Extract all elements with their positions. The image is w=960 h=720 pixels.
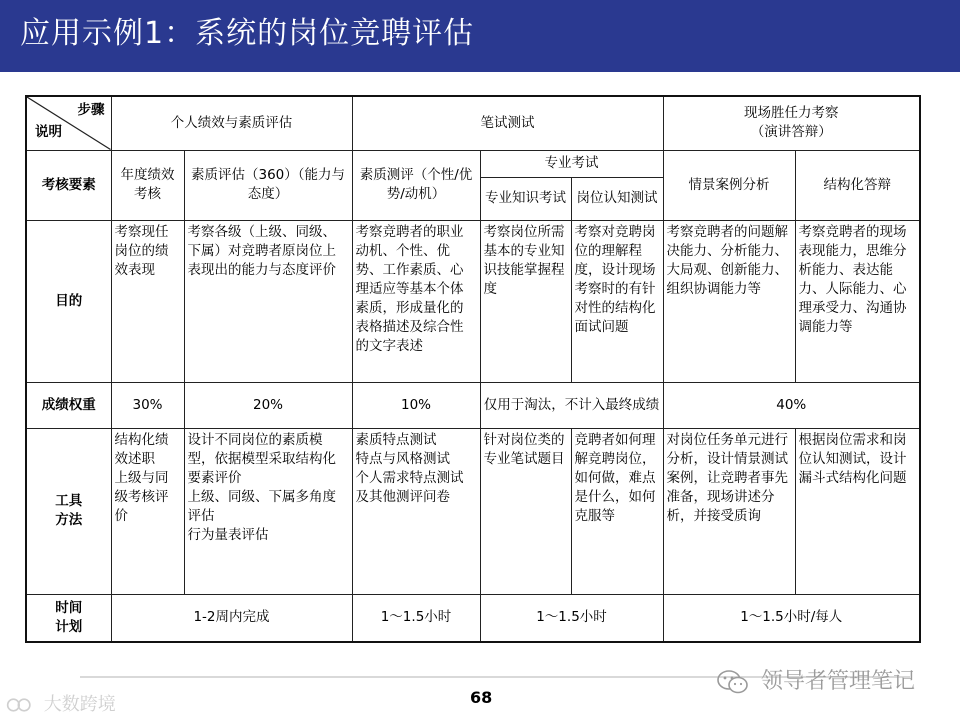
tools-quality-test-item: 及其他测评问卷 [355,488,450,505]
subheader-pro-knowledge: 专业知识考试 [480,177,571,220]
subheader-quality-test: 素质测评（个性/优势/动机） [352,150,480,220]
weight-quality-test: 10% [352,382,480,428]
corner-header [26,96,111,150]
subheader-case-analysis: 情景案例分析 [663,150,795,220]
subheader-annual: 年度绩效考核 [111,150,184,220]
tools-quality-item: 设计不同岗位的素质模型，依据模型采取结构化要素评价 [187,431,336,486]
tools-quality-test-item: 个人需求特点测试 [355,469,464,486]
purpose-annual: 考察现任岗位的绩效表现 [111,220,184,382]
weight-annual: 30% [111,382,184,428]
corner-note-label: 说明 [35,123,62,140]
weight-pro-exam: 仅用于淘汰，不计入最终成绩 [480,382,663,428]
header-row [26,96,920,150]
time-quality-test: 1～1.5小时 [352,594,480,642]
tools-quality-test-item: 特点与风格测试 [355,450,450,467]
row-label-tools-line2: 方法 [55,512,83,528]
row-label-weight: 成绩权重 [26,382,111,428]
tools-annual-item: 上级与同级考核评价 [114,469,169,524]
evaluation-table [25,95,921,643]
row-label-time [26,594,111,642]
group-onsite-line1: 现场胜任力考察 [744,105,839,122]
tools-quality [184,428,352,594]
watermark-left [6,690,116,716]
tools-quality-test-item: 素质特点测试 [355,431,437,448]
tools-quality-item: 上级、同级、下属多角度评估 [187,488,336,524]
tools-quality-test [352,428,480,594]
purpose-pro-knowledge: 考察岗位所需基本的专业知识技能掌握程度 [480,220,571,382]
tools-job-cognition: 竞聘者如何理解竞聘岗位，如何做，难点是什么，如何克服等 [571,428,663,594]
watermark-right-text: 领导者管理笔记 [761,669,916,694]
row-label-time-line1: 时间 [55,599,83,616]
purpose-case-analysis: 考察竞聘者的问题解决能力、分析能力、大局观、创新能力、组织协调能力等 [663,220,795,382]
tools-quality-item: 行为量表评估 [187,526,269,543]
group-performance-header: 个人绩效与素质评估 [111,96,352,150]
weight-row [26,382,920,428]
tools-annual-item: 结构化绩效述职 [114,431,169,467]
wechat-icon [716,669,750,695]
subheader-job-cognition: 岗位认知测试 [571,177,663,220]
tools-row [26,428,920,594]
page-number: 68 [470,688,493,707]
purpose-job-cognition: 考察对竞聘岗位的理解程度，设计现场考察时的有针对性的结构化面试问题 [571,220,663,382]
subheader-structured: 结构化答辩 [795,150,920,220]
watermark-left-text: 大数跨境 [43,694,116,715]
subheader-quality: 素质评估（360）（能力与态度） [184,150,352,220]
tools-pro-knowledge: 针对岗位类的专业笔试题目 [480,428,571,594]
row-label-tools-line1: 工具 [55,493,83,509]
time-row [26,594,920,642]
purpose-quality: 考察各级（上级、同级、下属）对竞聘者原岗位上表现出的能力与态度评价 [184,220,352,382]
tools-structured: 根据岗位需求和岗位认知测试，设计漏斗式结构化问题 [795,428,920,594]
slide-title: 应用示例1：系统的岗位竞聘评估 [20,16,475,51]
tools-case-analysis: 对岗位任务单元进行分析，设计情景测试案例，让竞聘者事先准备，现场讲述分析，并接受质询 [663,428,795,594]
purpose-row [26,220,920,382]
weight-quality: 20% [184,382,352,428]
corner-steps-label: 步骤 [77,102,105,118]
watermark-right [716,664,915,695]
subheader-pro-exam: 专业考试 [480,150,663,177]
time-pro-exam: 1～1.5小时 [480,594,663,642]
purpose-quality-test: 考察竞聘者的职业动机、个性、优势、工作素质、心理适应等基本个体素质，形成量化的表格描述及综合性的文字表述 [352,220,480,382]
row-label-time-line2: 计划 [55,618,83,635]
logo-mark-icon [6,694,34,716]
subheader-row-1 [26,150,920,177]
group-written-test-header: 笔试测试 [352,96,663,150]
purpose-structured: 考察竞聘者的现场表现能力，思维分析能力、表达能力、人际能力、心理承受力、沟通协调能力等 [795,220,920,382]
row-label-items: 考核要素 [26,150,111,220]
time-onsite: 1～1.5小时/每人 [663,594,920,642]
tools-annual [111,428,184,594]
row-label-tools [26,428,111,594]
row-label-purpose: 目的 [26,220,111,382]
group-onsite-line2: （演讲答辩） [750,124,832,141]
title-bar [0,0,960,72]
weight-onsite: 40% [663,382,920,428]
time-performance: 1-2周内完成 [111,594,352,642]
group-onsite-header [663,96,920,150]
